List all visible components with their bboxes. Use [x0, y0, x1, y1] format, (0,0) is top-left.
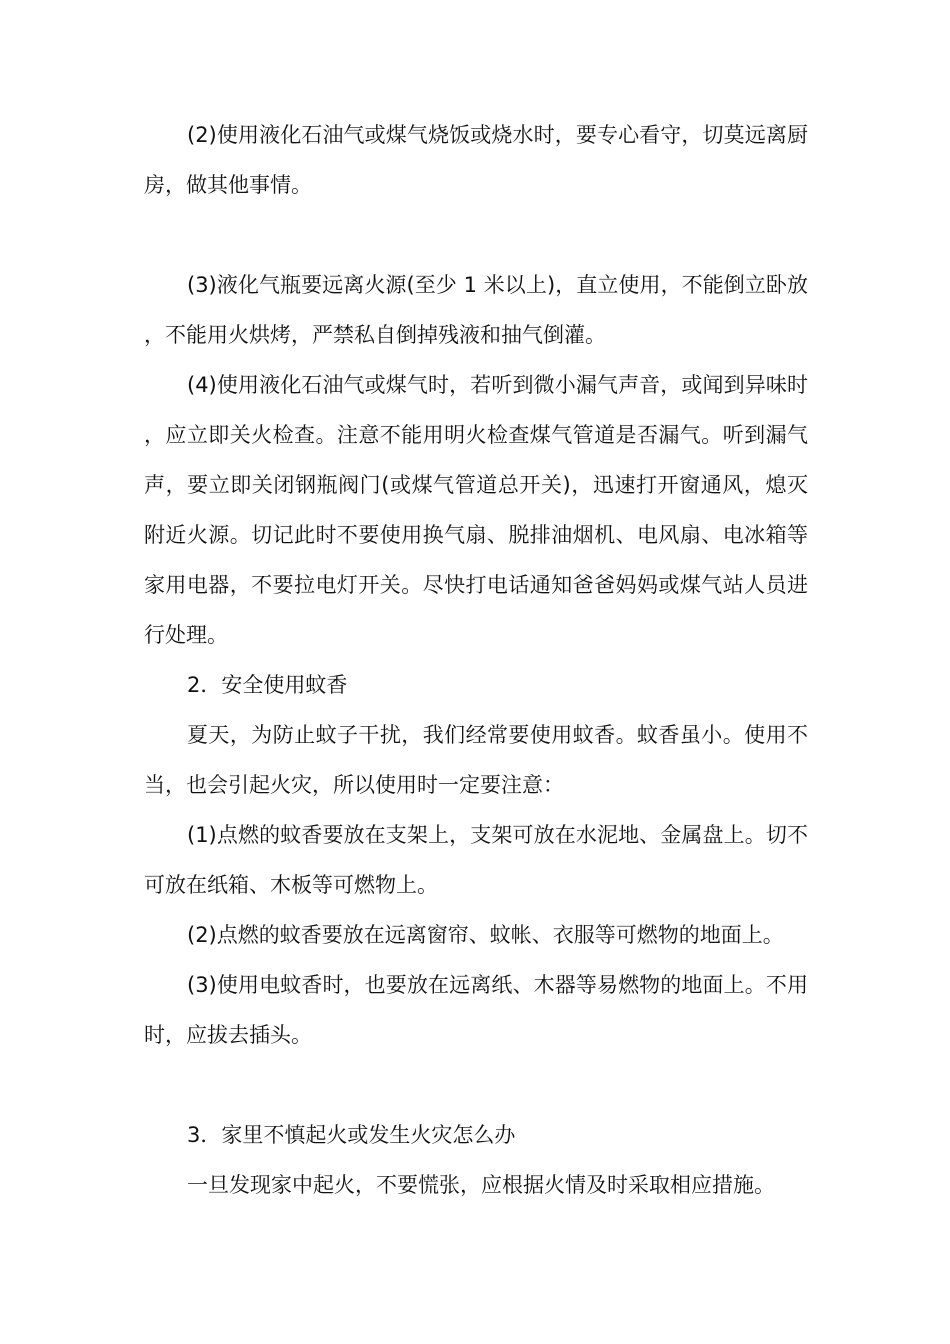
section-heading-mosquito-coil: 2．安全使用蚊香 [187, 673, 348, 697]
paragraph-gas-cylinder: (3)液化气瓶要远离火源(至少 1 米以上)，直立使用，不能倒立卧放，不能用火烘烤，严禁私自倒掉残液和抽气倒灌。 [144, 273, 808, 347]
paragraph-gas-cooking: (2)使用液化石油气或煤气烧饭或烧水时，要专心看守，切莫远离厨房，做其他事情。 [144, 123, 808, 197]
section-heading-home-fire: 3．家里不慎起火或发生火灾怎么办 [187, 1123, 516, 1147]
paragraph-spacer [144, 210, 808, 260]
document-body [144, 110, 808, 1210]
paragraph-mosquito-intro: 夏天，为防止蚊子干扰，我们经常要使用蚊香。蚊香虽小。使用不当，也会引起火灾，所以使用时一定要注意： [144, 723, 808, 797]
paragraph-spacer [144, 1060, 808, 1110]
paragraph-fire-response: 一旦发现家中起火，不要慌张，应根据火情及时采取相应措施。 [187, 1173, 775, 1197]
paragraph-electric-coil: (3)使用电蚊香时，也要放在远离纸、木器等易燃物的地面上。不用时，应拔去插头。 [144, 973, 808, 1047]
paragraph-coil-distance: (2)点燃的蚊香要放在远离窗帘、蚊帐、衣服等可燃物的地面上。 [187, 923, 784, 947]
paragraph-gas-leak: (4)使用液化石油气或煤气时，若听到微小漏气声音，或闻到异味时，应立即关火检查。注意不能用明火检查煤气管道是否漏气。听到漏气声，要立即关闭钢瓶阀门(或煤气管道总开关)，迅速打开窗通风，熄灭附近火源。切记此时不要使用换气扇、脱排油烟机、电风扇、电冰箱等家用电器，不要拉电灯开关。尽快打电话通知爸爸妈妈或煤气站人员进行处理。 [144, 373, 808, 647]
paragraph-coil-stand: (1)点燃的蚊香要放在支架上，支架可放在水泥地、金属盘上。切不可放在纸箱、木板等可燃物上。 [144, 823, 808, 897]
